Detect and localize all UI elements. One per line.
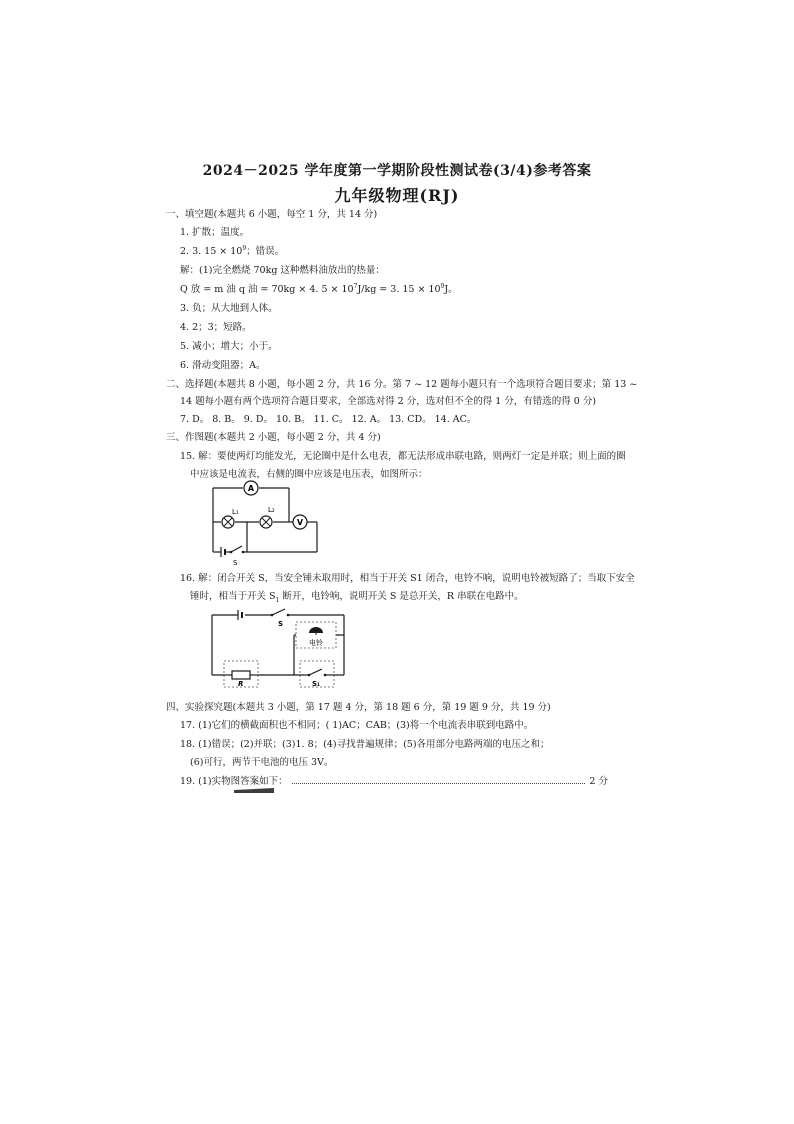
section1-heading: 一、填空题(本题共 6 小题，每空 1 分，共 14 分)	[166, 209, 378, 220]
solution-intro: 解：(1)完全燃烧 70kg 这种燃料油放出的热量：	[180, 265, 385, 276]
answer-19-label: 19. (1)实物图答案如下：	[180, 776, 288, 787]
answer-19-line	[180, 775, 608, 788]
answer-6: 6. 滑动变阻器；A。	[180, 360, 266, 371]
section2-heading: 二、选择题(本题共 8 小题，每小题 2 分，共 16 分。第 7 ~ 12 题每小题只有一个选项符合题目要求；第 13 ~	[166, 379, 638, 390]
cropped-text-fragment	[234, 788, 274, 793]
section3-heading: 三、作图题(本题共 2 小题，每小题 2 分，共 4 分)	[166, 432, 381, 443]
switch-icon	[272, 609, 285, 615]
switch-icon	[231, 546, 242, 552]
voltmeter-label: V	[296, 518, 304, 527]
lamp2-label: L₂	[268, 506, 275, 514]
dot-leader	[292, 775, 586, 784]
q16-text-1: 16. 解：闭合开关 S，当安全锤未取用时，相当于开关 S1 闭合，电铃不响，说明电铃被短路了；当取下安全	[180, 573, 635, 584]
answer-2: 2. 3. $15 \times 10^9$；错误。	[180, 244, 285, 257]
solution-formula: Q 放 = m 油 q 油 = 70kg × 4. $5 \times 10^7J/kg = 3$. $15 \times 10^9J$。	[180, 282, 458, 295]
bell-label: 电铃	[309, 639, 323, 647]
section2-heading-cont: 14 题每小题有两个选项符合题目要求，全部选对得 2 分，选对但不全的得 1 分，有错选的得 0 分)	[180, 396, 597, 407]
answer-4: 4. 2；3；短路。	[180, 322, 252, 333]
circuit-diagram-15	[205, 478, 325, 570]
ammeter-label: A	[247, 484, 255, 493]
lamp1-label: L₁	[232, 508, 239, 516]
answer-18-line2: (6)可行，两节干电池的电压 3V。	[190, 757, 334, 768]
page-subtitle: 九年级物理(RJ)	[334, 186, 460, 205]
answer-1: 1. 扩散；温度。	[180, 227, 250, 238]
circuit-diagram-16	[208, 605, 358, 690]
switch-label: S	[278, 620, 284, 628]
section4-heading: 四、实验探究题(本题共 3 小题，第 17 题 4 分，第 18 题 6 分，第 19 题 9 分，共 19 分)	[166, 702, 551, 713]
page-title: 2024－2025 学年度第一学期阶段性测试卷(3/4)参考答案	[202, 163, 592, 179]
switch1-label: S₁	[312, 680, 321, 688]
answer-19-score: 2 分	[589, 776, 608, 787]
answer-5: 5. 减小；增大；小于。	[180, 341, 278, 352]
answer-3: 3. 负；从大地到人体。	[180, 303, 278, 314]
q15-text-2: 中应该是电流表，右侧的圈中应该是电压表，如图所示：	[190, 469, 428, 480]
resistor-label: R	[238, 680, 244, 688]
q16-text-2: 锤时，相当于开关 $S_1$ 断开，电铃响，说明开关 S 是总开关，R 串联在电路中。	[190, 591, 524, 604]
resistor-icon	[232, 671, 250, 679]
q15-text-1: 15. 解：要使两灯均能发光，无论圈中是什么电表，都无法形成串联电路，则两灯一定是并联；则上面的圈	[180, 451, 626, 462]
answer-18-line1: 18. (1)错误；(2)并联；(3)1. 8；(4)寻找普遍规律；(5)各用部分电路两端的电压之和；	[180, 739, 550, 750]
answer-17: 17. (1)它们的横截面积也不相同；( 1)AC；CAB；(3)将一个电流表串联到电路中。	[180, 720, 534, 731]
switch-label: S	[233, 559, 238, 567]
choice-answers: 7. D。 8. B。 9. D。 10. B。 11. C。 12. A。 13. CD。 14. AC。	[180, 414, 477, 425]
